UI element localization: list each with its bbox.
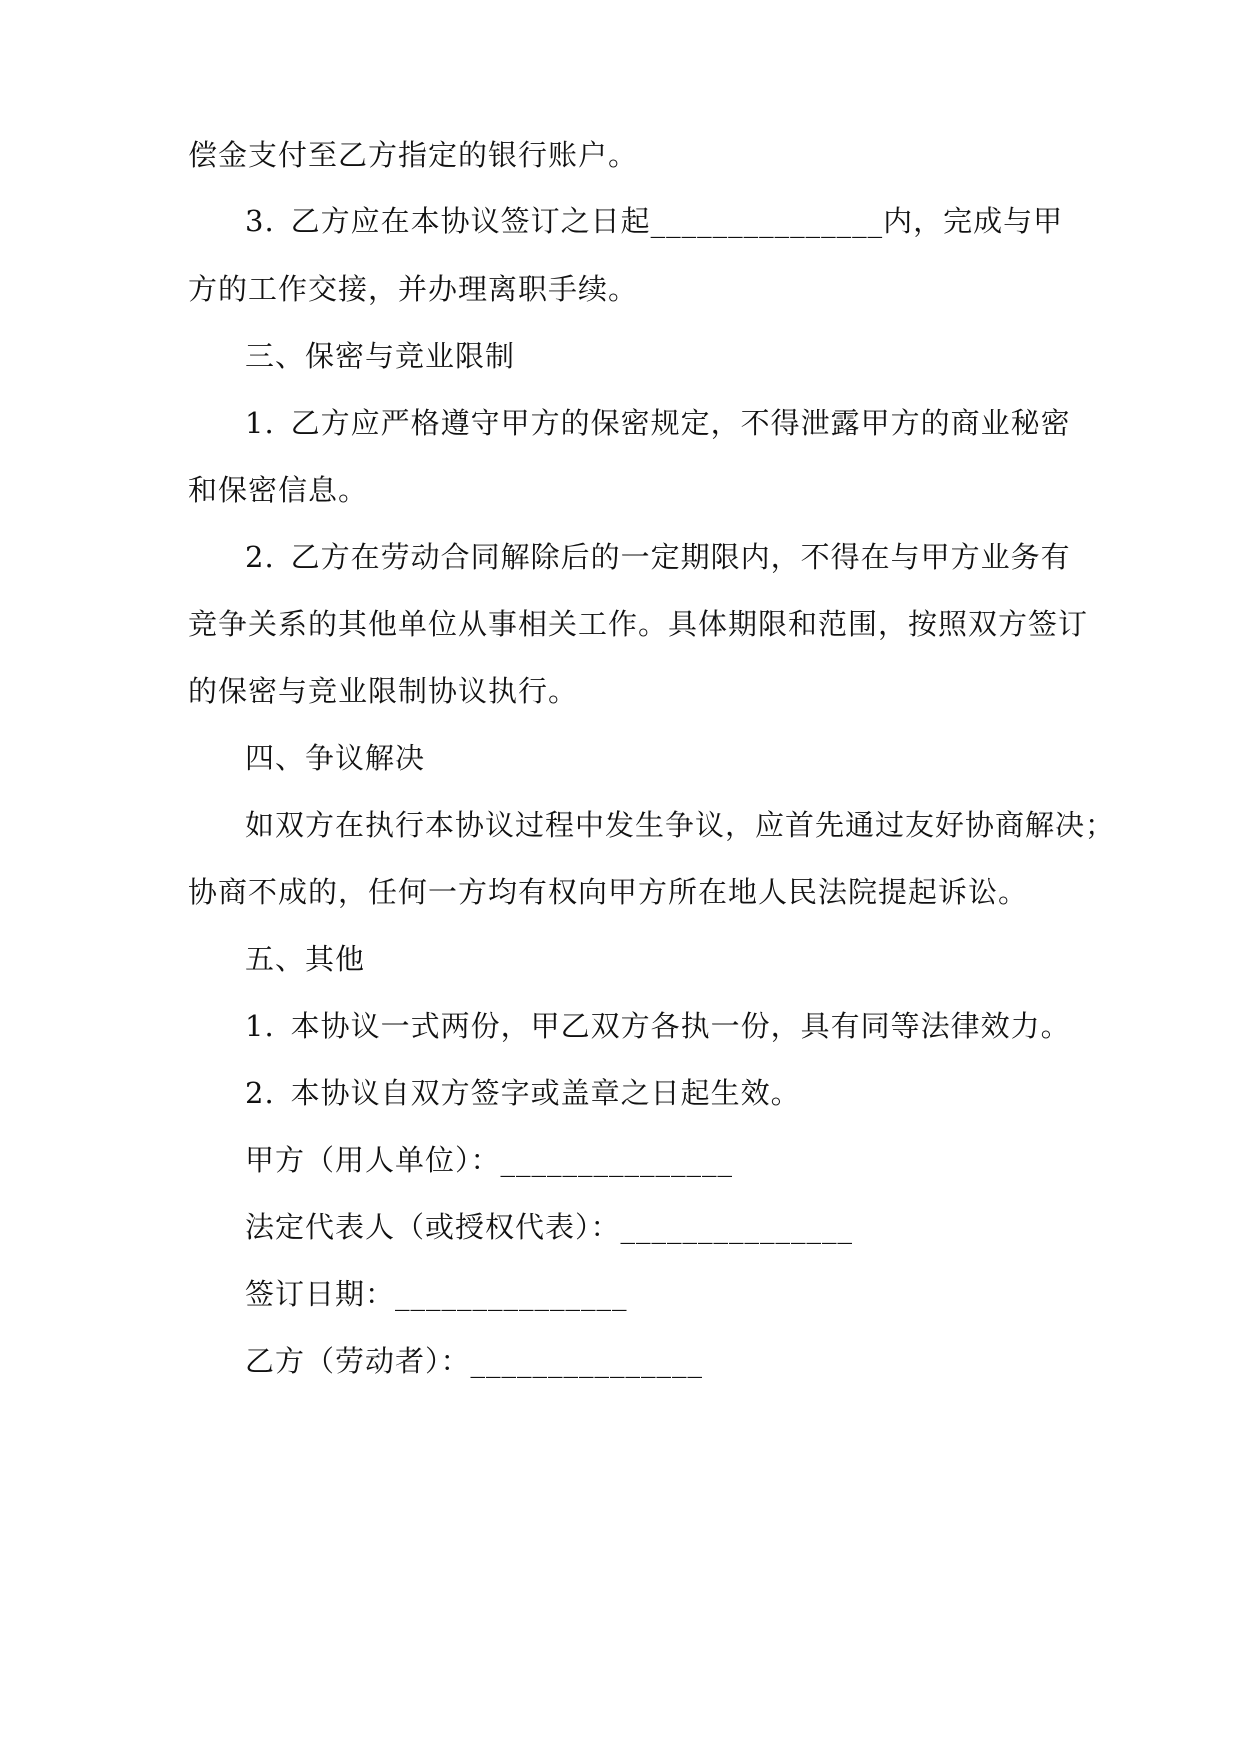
clause-number: 2.	[245, 540, 275, 574]
text-line	[188, 269, 638, 309]
line-text: 乙方应严格遵守甲方的保密规定，不得泄露甲方的商业秘密	[290, 406, 1071, 440]
line-text: 甲方（用人单位）：_______________	[245, 1143, 734, 1177]
heading-text: 三、保密与竞业限制	[245, 339, 516, 373]
signature-field-employee	[245, 1341, 703, 1381]
line-text: 乙方在劳动合同解除后的一定期限内，不得在与甲方业务有	[290, 540, 1071, 574]
line-text: 的保密与竞业限制协议执行。	[188, 674, 579, 708]
clause-item	[245, 1006, 1071, 1046]
line-text: 协商不成的，任何一方均有权向甲方所在地人民法院提起诉讼。	[188, 875, 1029, 909]
line-text: 和保密信息。	[188, 473, 369, 507]
text-line	[188, 671, 578, 711]
line-text: 竞争关系的其他单位从事相关工作。具体期限和范围，按照双方签订	[188, 607, 1089, 641]
line-text: 签订日期：_______________	[245, 1277, 628, 1311]
line-text: 法定代表人（或授权代表）：_______________	[245, 1210, 854, 1244]
section-heading	[245, 939, 365, 979]
clause-number: 1.	[245, 406, 275, 440]
heading-text: 五、其他	[245, 942, 366, 976]
line-text: 乙方（劳动者）：_______________	[245, 1344, 704, 1378]
clause-number: 3.	[245, 204, 275, 238]
clause-item	[245, 537, 1071, 577]
signature-field-legal-representative	[245, 1207, 853, 1247]
line-text: 偿金支付至乙方指定的银行账户。	[188, 138, 639, 172]
heading-text: 四、争议解决	[245, 741, 426, 775]
line-text: 方的工作交接，并办理离职手续。	[188, 272, 639, 306]
text-line	[188, 872, 1028, 912]
clause-number: 2.	[245, 1076, 275, 1110]
line-text: 如双方在执行本协议过程中发生争议，应首先通过友好协商解决；	[245, 808, 1116, 842]
line-text: 本协议自双方签字或盖章之日起生效。	[290, 1076, 801, 1110]
clause-item	[245, 403, 1071, 443]
line-text: 乙方应在本协议签订之日起_______________内，完成与甲	[290, 204, 1064, 238]
signature-field-date	[245, 1274, 628, 1314]
clause-item	[245, 1073, 801, 1113]
clause-item	[245, 201, 1063, 241]
section-heading	[245, 738, 425, 778]
line-text: 本协议一式两份，甲乙双方各执一份，具有同等法律效力。	[290, 1009, 1071, 1043]
text-line	[188, 470, 368, 510]
text-line	[188, 135, 638, 175]
clause-number: 1.	[245, 1009, 275, 1043]
signature-field-employer	[245, 1140, 733, 1180]
text-line	[188, 604, 1088, 644]
text-line	[245, 805, 1115, 845]
section-heading	[245, 336, 515, 376]
